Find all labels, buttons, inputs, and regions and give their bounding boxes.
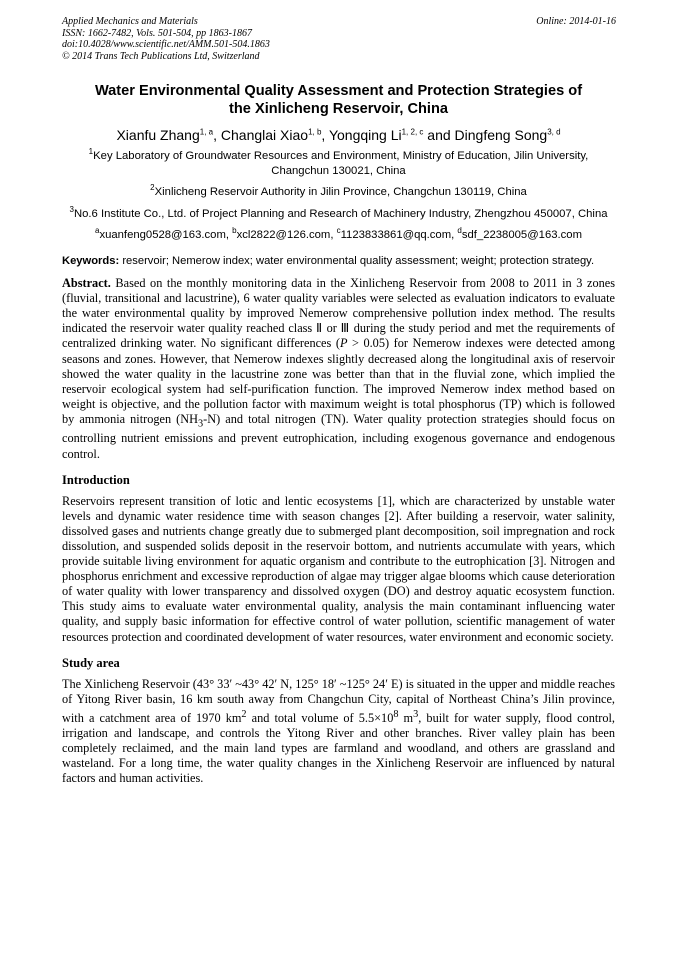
study-area-sentence: m bbox=[398, 710, 414, 725]
affiliation-text: Xinlicheng Reservoir Authority in Jilin Province, Changchun 130119, China bbox=[154, 186, 527, 198]
author-name: Changlai Xiao bbox=[220, 127, 309, 143]
abstract-label: Abstract. bbox=[62, 276, 111, 291]
author-name: Dingfeng Song bbox=[454, 127, 548, 143]
author-list bbox=[62, 126, 615, 144]
affiliation-mark: 2 bbox=[150, 183, 155, 193]
author-separator: , bbox=[213, 127, 221, 143]
affiliation-mark: 1 bbox=[88, 147, 94, 157]
abstract-text: -N) and total nitrogen (TN). Water quality protection strategies should focus on controlling nutrient emissions and prevent eutrophication, including exogenous governance and endogenous control. bbox=[62, 411, 615, 461]
author-affiliation-mark: 1, a bbox=[199, 127, 214, 137]
doi: doi:10.4028/www.scientific.net/AMM.501-504.1863 bbox=[62, 39, 270, 50]
email-separator: , bbox=[225, 229, 233, 241]
affiliation-text: No.6 Institute Co., Ltd. of Project Planning and Research of Machinery Industry, Zhengzhou 450007, China bbox=[73, 207, 608, 220]
paper-title bbox=[62, 82, 615, 118]
email-address: xcl2822@126.com bbox=[236, 229, 331, 241]
journal-header bbox=[62, 16, 270, 62]
email-list bbox=[62, 228, 615, 243]
affiliation-1 bbox=[62, 149, 615, 178]
affiliation-text: Key Laboratory of Groundwater Resources and Environment, Ministry of Education, Jilin University, Changchun 130021, China bbox=[93, 150, 589, 177]
email-mark: c bbox=[336, 226, 341, 236]
paper-content bbox=[62, 82, 615, 786]
email-address: sdf_2238005@163.com bbox=[461, 229, 582, 241]
p-value-symbol: P bbox=[339, 336, 348, 351]
affiliation-2 bbox=[62, 185, 615, 200]
unit-exponent: 2 bbox=[241, 708, 247, 720]
study-area-sentence: The Xinlicheng Reservoir (43° 33′ ~43° 42′ N, 125° 18′ ~125° 24′ E) is situated in the upper and middle reaches of Yitong River basin, 16 km south away from Changchun City, capital of Northeast China’s Jilin province, with a catchment area of 1970 km bbox=[62, 676, 615, 725]
keywords-text: reservoir; Nemerow index; water environmental quality assessment; weight; protection strategy. bbox=[122, 254, 595, 267]
issn: ISSN: 1662-7482, Vols. 501-504, pp 1863-1867 bbox=[62, 27, 252, 39]
title-line-1: Water Environmental Quality Assessment and Protection Strategies of bbox=[94, 83, 583, 99]
unit-exponent: 3 bbox=[413, 708, 419, 720]
journal-name: Applied Mechanics and Materials bbox=[62, 16, 198, 27]
unit-exponent: 8 bbox=[393, 708, 399, 720]
abstract-text: > 0.05) for Nemerow indexes were detected among seasons and zones. However, that Nemerow indexes slightly decreased along the longitudinal axis of reservoir showed the water quality in the lacustrine zone was better than that in the fluvial zone, which implied the reservoir ecological system had self-purification function. The improved Nemerow index method based on weight is objective, and the pollution factor with maximum weight is total phosphorus (TP) which is followed by ammonia nitrogen (NH bbox=[62, 336, 615, 426]
email-mark: a bbox=[94, 226, 100, 236]
introduction-heading: Introduction bbox=[62, 472, 130, 487]
study-area-sentence: and total volume of 5.5×10 bbox=[246, 710, 394, 725]
email-separator: , bbox=[330, 229, 337, 241]
copyright: © 2014 Trans Tech Publications Ltd, Switzerland bbox=[62, 50, 260, 62]
author-separator: , bbox=[321, 127, 329, 143]
study-area-heading: Study area bbox=[62, 655, 120, 670]
author-name: Xianfu Zhang bbox=[116, 127, 200, 143]
author-name: Yongqing Li bbox=[328, 127, 402, 143]
affiliation-3 bbox=[62, 204, 615, 222]
author-affiliation-mark: 3, d bbox=[547, 127, 561, 137]
online-date: Online: 2014-01-16 bbox=[536, 16, 616, 27]
email-address: xuanfeng0528@163.com bbox=[99, 229, 226, 241]
abstract bbox=[62, 276, 615, 462]
abstract-text: Based on the monthly monitoring data in the Xinlicheng Reservoir from 2008 to 2011 in 3 zones (fluvial, transitional and lacustrine), 6 water quality variables were selected as evaluation indicators to evaluate the water environmental quality by improved Nemerow comprehensive pollution index method. The results indicated the reservoir water quality reached class Ⅱ or Ⅲ during the study period and met the requirements of centralized drinking water. No significant differences ( bbox=[62, 276, 615, 351]
study-area-sentence: , built for water supply, flood control, irrigation and landscape, and controls the Yitong River and other branches. River valley plain has been completely reclaimed, and the main land types are farmland and woodland, and others are grassland and wasteland. For a long time, the water quality changes in the Xinlicheng Reservoir are influenced by natural factors and human activities. bbox=[62, 710, 615, 786]
author-affiliation-mark: 1, b bbox=[308, 127, 322, 137]
email-mark: b bbox=[232, 226, 237, 236]
author-affiliation-mark: 1, 2, c bbox=[401, 127, 424, 137]
study-area-text bbox=[62, 677, 615, 787]
introduction-text: Reservoirs represent transition of lotic and lentic ecosystems [1], which are characterized by unstable water levels and dynamic water residence time with season changes [2]. After building a reservoir, water salinity, dissolved gases and nutrients change greatly due to submerged plant decomposition, soil impregnation and rock dissolution, and suspended solids deposit in the reservoir bottom, and nutrients accumulate with years, which provide suitable living environment for aquatic organism and contribute to the eutrophication [3]. Nitrogen and phosphorus enrichment and excessive reproduction of algae may trigger algae blooms which cause deterioration of water quality with lower transparency and dissolved oxygen (DO) and destroy aquatic ecosystem function. This study aims to evaluate water environmental quality, analysis the main contaminant influencing water quality, and supply basic information for effective control of water pollution, scientific management of water resources protection and coordinated development of water resources, water environment and economic society. bbox=[62, 493, 615, 644]
email-address: 1123833861@qq.com bbox=[340, 229, 452, 241]
email-mark: d bbox=[457, 226, 462, 236]
title-line-2: the Xinlicheng Reservoir, China bbox=[229, 101, 448, 117]
email-separator: , bbox=[451, 229, 458, 241]
affiliation-mark: 3 bbox=[69, 204, 74, 214]
keywords-label: Keywords: bbox=[62, 254, 120, 267]
author-separator: and bbox=[423, 127, 455, 143]
chemical-subscript: 3 bbox=[198, 418, 204, 430]
keywords bbox=[62, 255, 615, 269]
